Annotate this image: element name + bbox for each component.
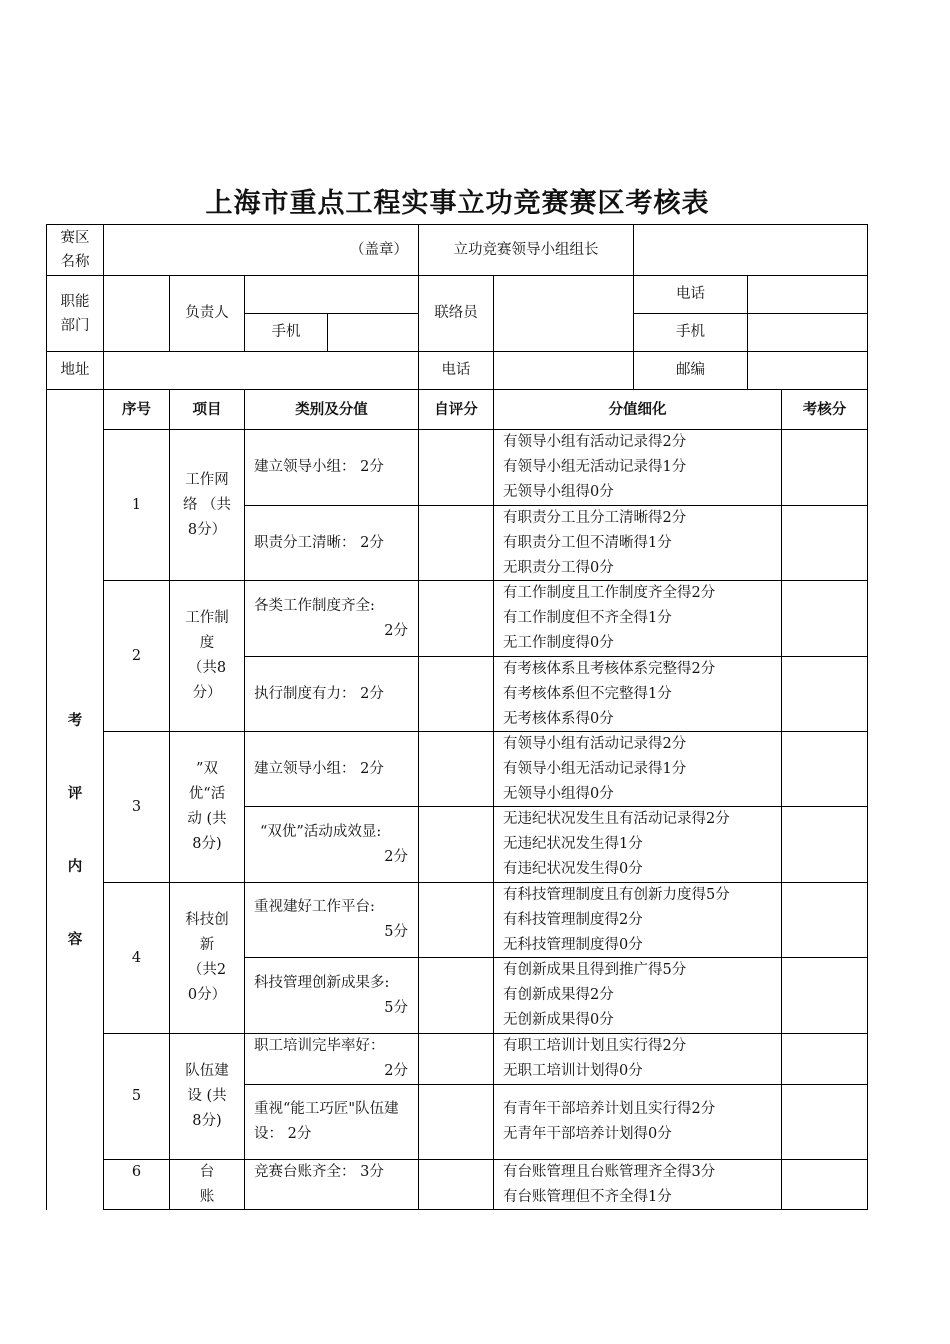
- row-3-self-2[interactable]: [419, 807, 493, 882]
- row-3-category-1: 建立领导小组： 2分: [254, 760, 384, 777]
- mobile-label-2: 手机: [676, 324, 705, 340]
- dept-label: 职能部门: [60, 293, 90, 334]
- row-4-category-2: 科技管理创新成果多: 5分: [254, 974, 408, 1016]
- mobile-value[interactable]: [328, 314, 418, 351]
- row-5-self-2[interactable]: [419, 1085, 493, 1159]
- postcode-value[interactable]: [748, 352, 867, 389]
- header-no: 序号: [122, 401, 151, 418]
- row-2-detail-2: 有考核体系且考核体系完整得2分 有考核体系但不完整得1分 无考核体系得0分: [503, 660, 716, 727]
- phone-value-2[interactable]: [494, 352, 633, 389]
- row-1-self-2[interactable]: [419, 506, 493, 580]
- row-2-no: 2: [131, 647, 142, 664]
- header-category: 类别及分值: [295, 401, 368, 418]
- row-6-category-1: 竞赛台账齐全： 3分: [254, 1164, 384, 1180]
- row-5-detail-1: 有职工培训计划且实行得2分 无职工培训计划得0分: [503, 1038, 687, 1079]
- row-4-detail-1: 有科技管理制度且有创新力度得5分 有科技管理制度得2分 无科技管理制度得0分: [503, 886, 730, 953]
- row-5-detail-2: 有青年干部培养计划且实行得2分 无青年干部培养计划得0分: [503, 1101, 716, 1142]
- phone-value[interactable]: [748, 276, 867, 313]
- page-title: 上海市重点工程实事立功竞赛赛区考核表: [205, 188, 710, 219]
- row-4-assess-1[interactable]: [782, 883, 867, 957]
- row-2-self-1[interactable]: [419, 581, 493, 656]
- row-4-assess-2[interactable]: [782, 958, 867, 1033]
- row-5-assess-1[interactable]: [782, 1034, 867, 1084]
- row-2-category-1: 各类工作制度齐全: 2分: [254, 597, 408, 639]
- header-detail: 分值细化: [608, 401, 667, 418]
- row-3-item: ”双优“活动 (共8分): [187, 761, 227, 852]
- row-5-category-1: 职工培训完毕率好： 2分: [254, 1038, 408, 1079]
- phone-label-2: 电话: [441, 362, 471, 378]
- row-2-category-2: 执行制度有力： 2分: [254, 685, 384, 702]
- mobile-value-2[interactable]: [748, 314, 867, 351]
- row-1-no: 1: [131, 496, 142, 513]
- row-4-self-1[interactable]: [419, 883, 493, 957]
- address-label: 地址: [60, 362, 90, 378]
- responsible-label: 负责人: [185, 305, 229, 321]
- row-3-self-1[interactable]: [419, 732, 493, 806]
- header-assess-score: 考核分: [802, 401, 847, 418]
- row-5-category-2: 重视“能工巧匠"队伍建设： 2分: [254, 1101, 399, 1142]
- row-4-self-2[interactable]: [419, 958, 493, 1033]
- liaison-value[interactable]: [494, 276, 633, 351]
- seal-placeholder: （盖章）: [350, 241, 408, 258]
- dept-value[interactable]: [104, 276, 169, 351]
- assessment-content-label: 考 评 内 容: [67, 712, 83, 948]
- row-3-assess-2[interactable]: [782, 807, 867, 882]
- row-1-item: 工作网络 （共8分）: [182, 471, 232, 538]
- row-3-detail-1: 有领导小组有活动记录得2分 有领导小组无活动记录得1分 无领导小组得0分: [503, 735, 687, 802]
- row-4-detail-2: 有创新成果且得到推广得5分 有创新成果得2分 无创新成果得0分: [503, 962, 687, 1028]
- responsible-value[interactable]: [245, 276, 418, 313]
- row-2-item: 工作制度 （共8分）: [185, 610, 229, 701]
- postcode-label: 邮编: [676, 362, 705, 378]
- row-5-self-1[interactable]: [419, 1034, 493, 1084]
- row-1-self-1[interactable]: [419, 430, 493, 505]
- row-6-assess-1[interactable]: [782, 1160, 867, 1209]
- row-3-detail-2: 无违纪状况发生且有活动记录得2分 无违纪状况发生得1分 有违纪状况发生得0分: [503, 811, 730, 877]
- row-1-detail-1: 有领导小组有活动记录得2分 有领导小组无活动记录得1分 无领导小组得0分: [503, 434, 687, 500]
- row-1-assess-2[interactable]: [782, 506, 867, 580]
- row-1-category-1: 建立领导小组： 2分: [254, 459, 384, 475]
- header-self-score: 自评分: [434, 401, 478, 418]
- row-1-assess-1[interactable]: [782, 430, 867, 505]
- row-3-no: 3: [131, 798, 142, 815]
- row-2-detail-1: 有工作制度且工作制度齐全得2分 有工作制度但不齐全得1分 无工作制度得0分: [503, 585, 716, 651]
- row-2-self-2[interactable]: [419, 657, 493, 731]
- region-name-label: 赛区名称: [60, 230, 90, 270]
- row-1-detail-2: 有职责分工且分工清晰得2分 有职责分工但不清晰得1分 无职责分工得0分: [503, 509, 687, 576]
- row-4-no: 4: [131, 949, 142, 966]
- row-2-assess-1[interactable]: [782, 581, 867, 656]
- leader-value[interactable]: [634, 225, 867, 275]
- row-4-category-1: 重视建好工作平台: 5分: [254, 899, 408, 940]
- row-6-item: 台账: [199, 1164, 215, 1205]
- leader-label: 立功竞赛领导小组组长: [453, 241, 599, 258]
- row-3-category-2: “双优”活动成效显: 2分: [260, 823, 408, 865]
- row-6-no: 6: [131, 1164, 142, 1180]
- row-5-item: 队伍建设 (共8分): [185, 1063, 229, 1129]
- mobile-label: 手机: [271, 324, 301, 340]
- address-value[interactable]: [104, 352, 418, 389]
- phone-label: 电话: [676, 286, 705, 302]
- header-item: 项目: [192, 401, 222, 418]
- row-1-category-2: 职责分工清晰： 2分: [254, 534, 384, 551]
- row-6-detail-1: 有台账管理且台账管理齐全得3分 有台账管理但不齐全得1分: [503, 1163, 716, 1205]
- row-4-item: 科技创新 （共20分）: [185, 912, 229, 1003]
- row-5-assess-2[interactable]: [782, 1085, 867, 1159]
- row-6-self-1[interactable]: [419, 1160, 493, 1209]
- row-2-assess-2[interactable]: [782, 657, 867, 731]
- liaison-label: 联络员: [434, 305, 478, 321]
- row-5-no: 5: [131, 1088, 142, 1104]
- row-3-assess-1[interactable]: [782, 732, 867, 806]
